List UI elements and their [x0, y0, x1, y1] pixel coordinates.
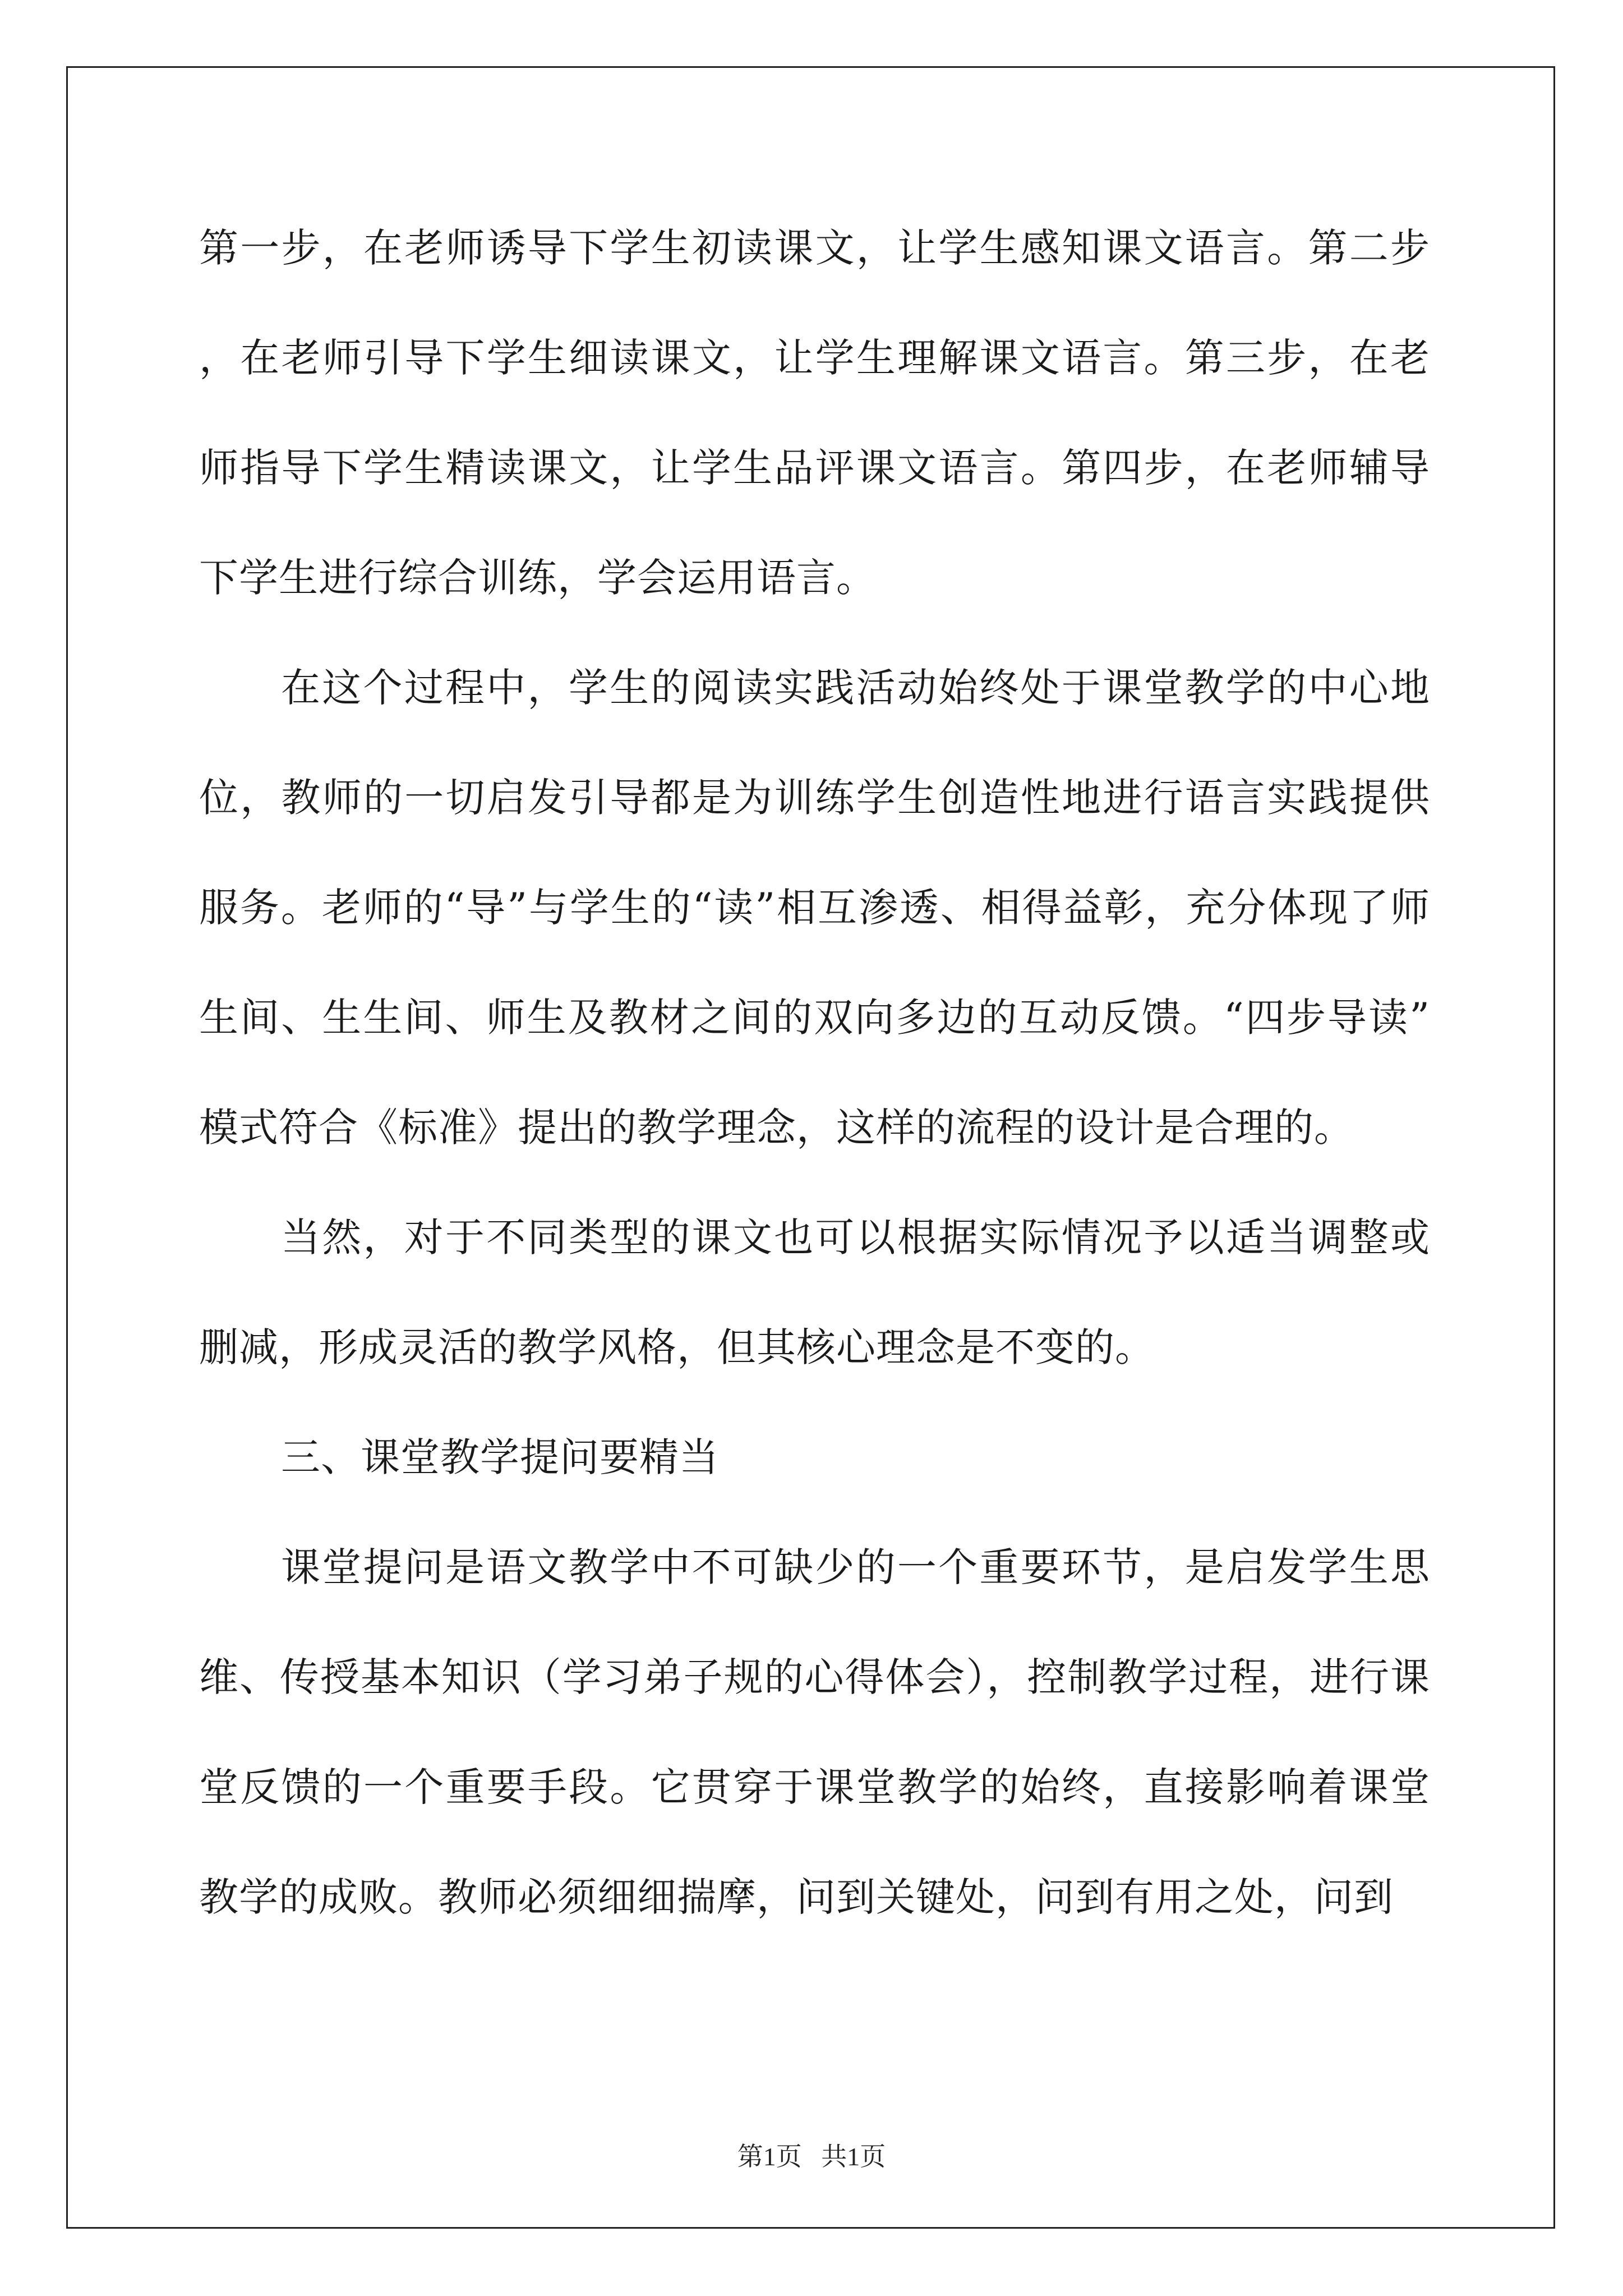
paragraph-2: 在这个过程中，学生的阅读实践活动始终处于课堂教学的中心地位，教师的一切启发引导都是为训练学生创造性地进行语言实践提供服务。老师的“导”与学生的“读”相互渗透、相得益彰，充分体现了师生间、生生间、师生及教材之间的双向多边的互动反馈。“四步导读”模式符合《标准》提出的教学理念，这样的流程的设计是合理的。 — [199, 665, 1430, 1151]
paragraph-3: 当然，对于不同类型的课文也可以根据实际情况予以适当调整或删减，形成灵活的教学风格，但其核心理念是不变的。 — [199, 1214, 1430, 1370]
document-body — [199, 193, 1430, 1952]
paragraph-4: 课堂提问是语文教学中不可缺少的一个重要环节，是启发学生思维、传授基本知识（学习弟子规的心得体会），控制教学过程，进行课堂反馈的一个重要手段。它贯穿于课堂教学的始终，直接影响着课堂教学的成败。教师必须细细揣摩，问到关键处，问到有用之处，问到 — [199, 1544, 1430, 1920]
paragraph-1: 第一步，在老师诱导下学生初读课文，让学生感知课文语言。第二步，在老师引导下学生细读课文，让学生理解课文语言。第三步，在老师指导下学生精读课文，让学生品评课文语言。第四步，在老师辅导下学生进行综合训练，学会运用语言。 — [199, 225, 1430, 601]
section-heading: 三、课堂教学提问要精当 — [281, 1434, 719, 1480]
page-number-footer: 第1页 共1页 — [737, 2142, 886, 2171]
